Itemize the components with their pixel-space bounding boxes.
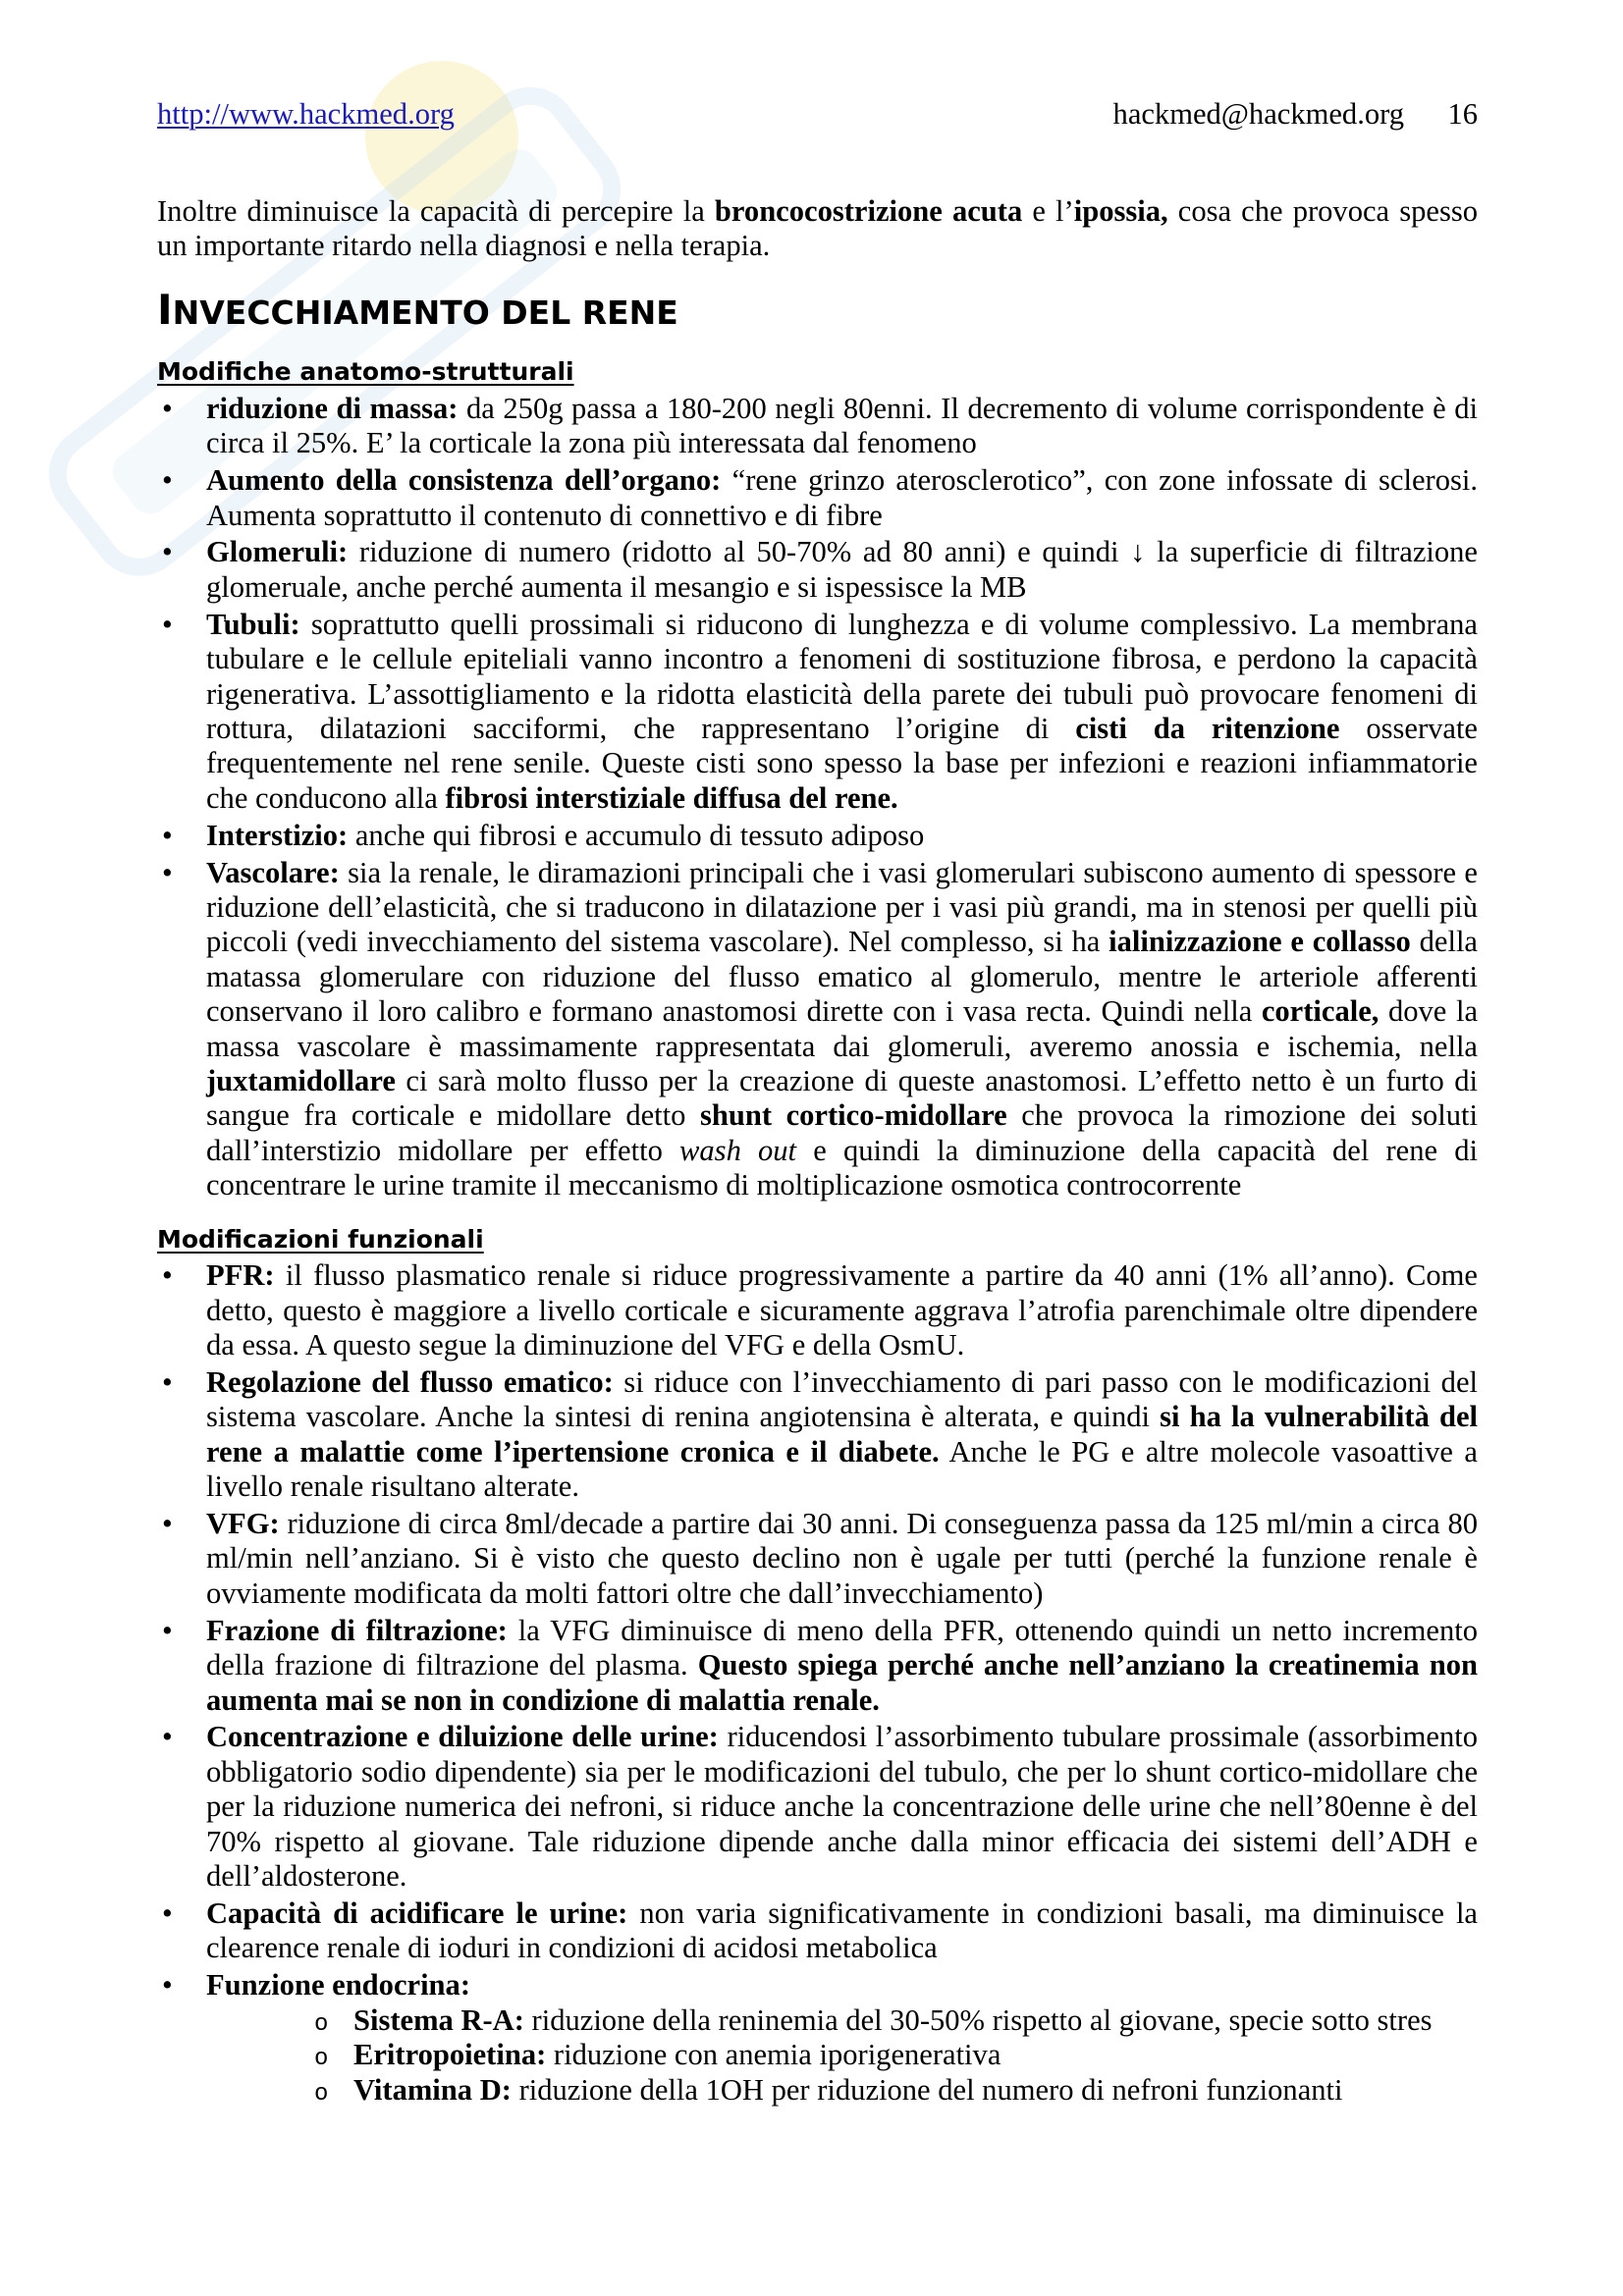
bold-text: juxtamidollare — [206, 1064, 396, 1098]
bold-text: Glomeruli: — [206, 535, 349, 569]
bold-text: ialinizzazione e collasso — [1109, 925, 1411, 959]
text-run: riduzione della 1OH per riduzione del numero di nefroni funzionanti — [511, 2072, 1343, 2107]
circle-bullet-icon — [314, 2038, 328, 2076]
bullet-icon — [162, 1968, 173, 2002]
text-run: della matassa glomerulare con riduzione del flusso ematico al glomerulo, mentre le arteriole afferenti conservano il loro calibro e formano anastomosi dirette con i vasa recta. Quindi nella — [206, 925, 1478, 1029]
bold-text: PFR: — [206, 1258, 275, 1293]
bullet-icon — [162, 1896, 173, 1931]
watermark-circle — [365, 61, 518, 214]
text-run: che provoca la rimozione dei soluti dall’interstizio midollare per effetto — [206, 1098, 1478, 1167]
bold-text: Tubuli: — [206, 607, 300, 641]
page-number: 16 — [1447, 97, 1478, 131]
bold-text: corticale, — [1261, 994, 1380, 1029]
bold-text: shunt cortico-midollare — [700, 1098, 1007, 1133]
sub-list-item — [206, 2073, 1478, 2108]
text-run: Anche le PG e altre molecole vasoattive a livello renale risultano alterate. — [206, 1434, 1478, 1504]
text-run: da 250g passa a 180-200 negli 80enni. Il decremento di volume corrispondente è di circa il 25%. E’ la corticale la zona più interessata dal fenomeno — [206, 391, 1478, 460]
text-run: Inoltre diminuisce la capacità di percepire la — [157, 194, 715, 228]
list-item — [157, 1896, 1478, 1966]
text-run: non varia significativamente in condizioni basali, ma diminuisce la clearence renale di ioduri in condizioni di acidosi metabolica — [206, 1896, 1478, 1965]
italic-text: wash out — [679, 1133, 797, 1167]
bold-text: riduzione di massa: — [206, 391, 459, 425]
bold-text: Aumento della consistenza dell’organo: — [206, 463, 722, 498]
text-run: il flusso plasmatico renale si riduce progressivamente a partire da 40 anni (1% all’anno). Come detto, questo è maggiore a livello corticale e sicuramente aggrava l’atrofia parenchimale oltre dipendere da essa. A questo segue la diminuzione del VFG e della OsmU. — [206, 1258, 1478, 1362]
list-item — [157, 1614, 1478, 1718]
sub-list-item — [206, 2003, 1478, 2038]
text-run: riducendosi l’assorbimento tubulare prossimale (assorbimento obbligatorio sodio dipendente) sia per le modificazioni del tubulo, che per lo shunt cortico-midollare che per la riduzione numerica dei nefroni, si riduce anche la concentrazione delle urine che nell’80enne è del 70% rispetto al giovane. Tale riduzione dipende anche dalla minor efficacia dei sistemi dell’ADH e dell’aldosterone. — [206, 1720, 1478, 1894]
functional-changes-list — [157, 1258, 1478, 2108]
list-item — [157, 608, 1478, 816]
site-link[interactable]: http://www.hackmed.org — [157, 97, 455, 131]
text-run: la VFG diminuisce di meno della PFR, ottenendo quindi un netto incremento della frazione di filtrazione del plasma. — [206, 1613, 1478, 1682]
text-run: dove la massa vascolare è massimamente rappresentata dai glomeruli, averemo anossia e ischemia, nella — [206, 994, 1478, 1063]
bullet-icon — [162, 535, 173, 569]
section-heading-anatomical: Modifiche anatomo-strutturali — [157, 357, 574, 387]
intro-paragraph — [157, 194, 1478, 264]
text-run: e quindi la diminuzione della capacità del rene di concentrare le urine tramite il meccanismo di moltiplicazione osmotica controcorrente — [206, 1133, 1478, 1202]
text-run: cosa che provoca spesso un importante ritardo nella diagnosi e nella terapia. — [157, 194, 1478, 263]
bold-text: Vitamina D: — [353, 2072, 512, 2107]
list-item — [157, 1968, 1478, 2108]
contact-email: hackmed@hackmed.org — [1112, 97, 1404, 131]
bold-text: VFG: — [206, 1507, 280, 1540]
page-header — [157, 97, 1478, 132]
text-run: riduzione della reninemia del 30-50% rispetto al giovane, specie sotto stres — [523, 2002, 1433, 2037]
bold-text: Capacità di acidificare le urine: — [206, 1896, 628, 1930]
text-run: sia la renale, le diramazioni principali che i vasi glomerulari subiscono aumento di spessore e riduzione dell’elasticità, che si traducono in dilatazione per i vasi più grandi, ma in stenosi per quelli più piccoli (vedi invecchiamento del sistema vascolare). Nel complesso, si ha — [206, 855, 1478, 959]
bold-text: Frazione di filtrazione: — [206, 1613, 508, 1647]
text-run: riduzione con anemia iporigenerativa — [546, 2038, 1001, 2072]
text-run: si riduce con l’invecchiamento di pari passo con le modificazioni del sistema vascolare. Anche la sintesi di renina angiotensina è alterata, e quindi — [206, 1364, 1478, 1434]
bullet-icon — [162, 1614, 173, 1648]
bullet-icon — [162, 392, 173, 426]
circle-bullet-icon — [314, 2073, 328, 2111]
bold-text: Regolazione del flusso ematico: — [206, 1364, 614, 1399]
bold-text: cisti da ritenzione — [1075, 711, 1340, 745]
sub-list-item — [206, 2038, 1478, 2072]
bold-text: Vascolare: — [206, 855, 340, 889]
list-item — [157, 1720, 1478, 1894]
list-item — [157, 463, 1478, 533]
text-run: soprattutto quelli prossimali si riducono di lunghezza e di volume complessivo. La membrana tubulare e le cellule epiteliali vanno incontro a fenomeni di sostituzione fibrosa, e perdono la capacità rigenerativa. L’assottigliamento e la ridotta elasticità della parete dei tubuli può provocare fenomeni di rottura, dilatazioni sacciformi, che rappresentano l’origine di — [206, 607, 1478, 745]
text-run: anche qui fibrosi e accumulo di tessuto adiposo — [348, 818, 925, 852]
bold-text: Funzione endocrina: — [206, 1968, 470, 2002]
list-item — [157, 392, 1478, 461]
list-item — [157, 819, 1478, 853]
bold-text: Questo spiega perché anche nell’anziano la creatinemia non aumenta mai se non in condizione di malattia renale. — [206, 1648, 1478, 1717]
bold-text: Interstizio: — [206, 818, 349, 852]
bold-text: ipossia, — [1073, 194, 1168, 228]
text-run: riduzione di numero (ridotto al 50-70% ad 80 anni) e quindi ↓ la superficie di filtrazione glomeruale, anche perché aumenta il mesangio e si ispessisce la MB — [206, 535, 1478, 604]
bold-text: Concentrazione e diluizione delle urine: — [206, 1720, 719, 1754]
bullet-icon — [162, 819, 173, 853]
circle-bullet-icon — [314, 2003, 328, 2042]
section-heading-functional: Modificazioni funzionali — [157, 1224, 484, 1254]
list-item — [157, 1507, 1478, 1611]
bold-text: fibrosi interstiziale diffusa del rene. — [445, 780, 898, 815]
bullet-icon — [162, 608, 173, 642]
text-run: ci sarà molto flusso per la creazione di queste anastomosi. L’effetto netto è un furto di sangue fra corticale e midollare detto — [206, 1064, 1478, 1133]
text-run: riduzione di circa 8ml/decade a partire dai 30 anni. Di conseguenza passa da 125 ml/min a circa 80 ml/min nell’anziano. Si è visto che questo declino non è ugale per tutti (perché la funzione renale è ovviamente modificata da molti fattori oltre che dall’invecchiamento) — [206, 1507, 1478, 1610]
list-item — [157, 1258, 1478, 1362]
list-item — [157, 1365, 1478, 1505]
bold-text: Eritropoietina: — [353, 2038, 547, 2072]
text-run: “rene grinzo aterosclerotico”, con zone infossate di sclerosi. Aumenta soprattutto il contenuto di connettivo e di fibre — [206, 463, 1478, 532]
bullet-icon — [162, 1365, 173, 1400]
chapter-title: INVECCHIAMENTO DEL RENE — [157, 285, 678, 334]
sub-list — [206, 2003, 1478, 2108]
bold-text: Sistema R-A: — [353, 2002, 524, 2037]
bold-text: si ha la vulnerabilità del rene a malattie come l’ipertensione cronica e il diabete. — [206, 1400, 1478, 1468]
bullet-icon — [162, 1507, 173, 1541]
anatomical-changes-list — [157, 392, 1478, 1203]
bullet-icon — [162, 1258, 173, 1293]
bullet-icon — [162, 1720, 173, 1754]
list-item — [157, 535, 1478, 605]
bullet-icon — [162, 463, 173, 498]
text-run: osservate frequentemente nel rene senile. Queste cisti sono spesso la base per infezioni e reazioni infiammatorie che conducono alla — [206, 711, 1478, 815]
list-item — [157, 856, 1478, 1203]
bold-text: broncocostrizione acuta — [714, 194, 1023, 228]
document-body — [157, 194, 1478, 2108]
text-run: e l’ — [1022, 194, 1074, 228]
bullet-icon — [162, 856, 173, 890]
